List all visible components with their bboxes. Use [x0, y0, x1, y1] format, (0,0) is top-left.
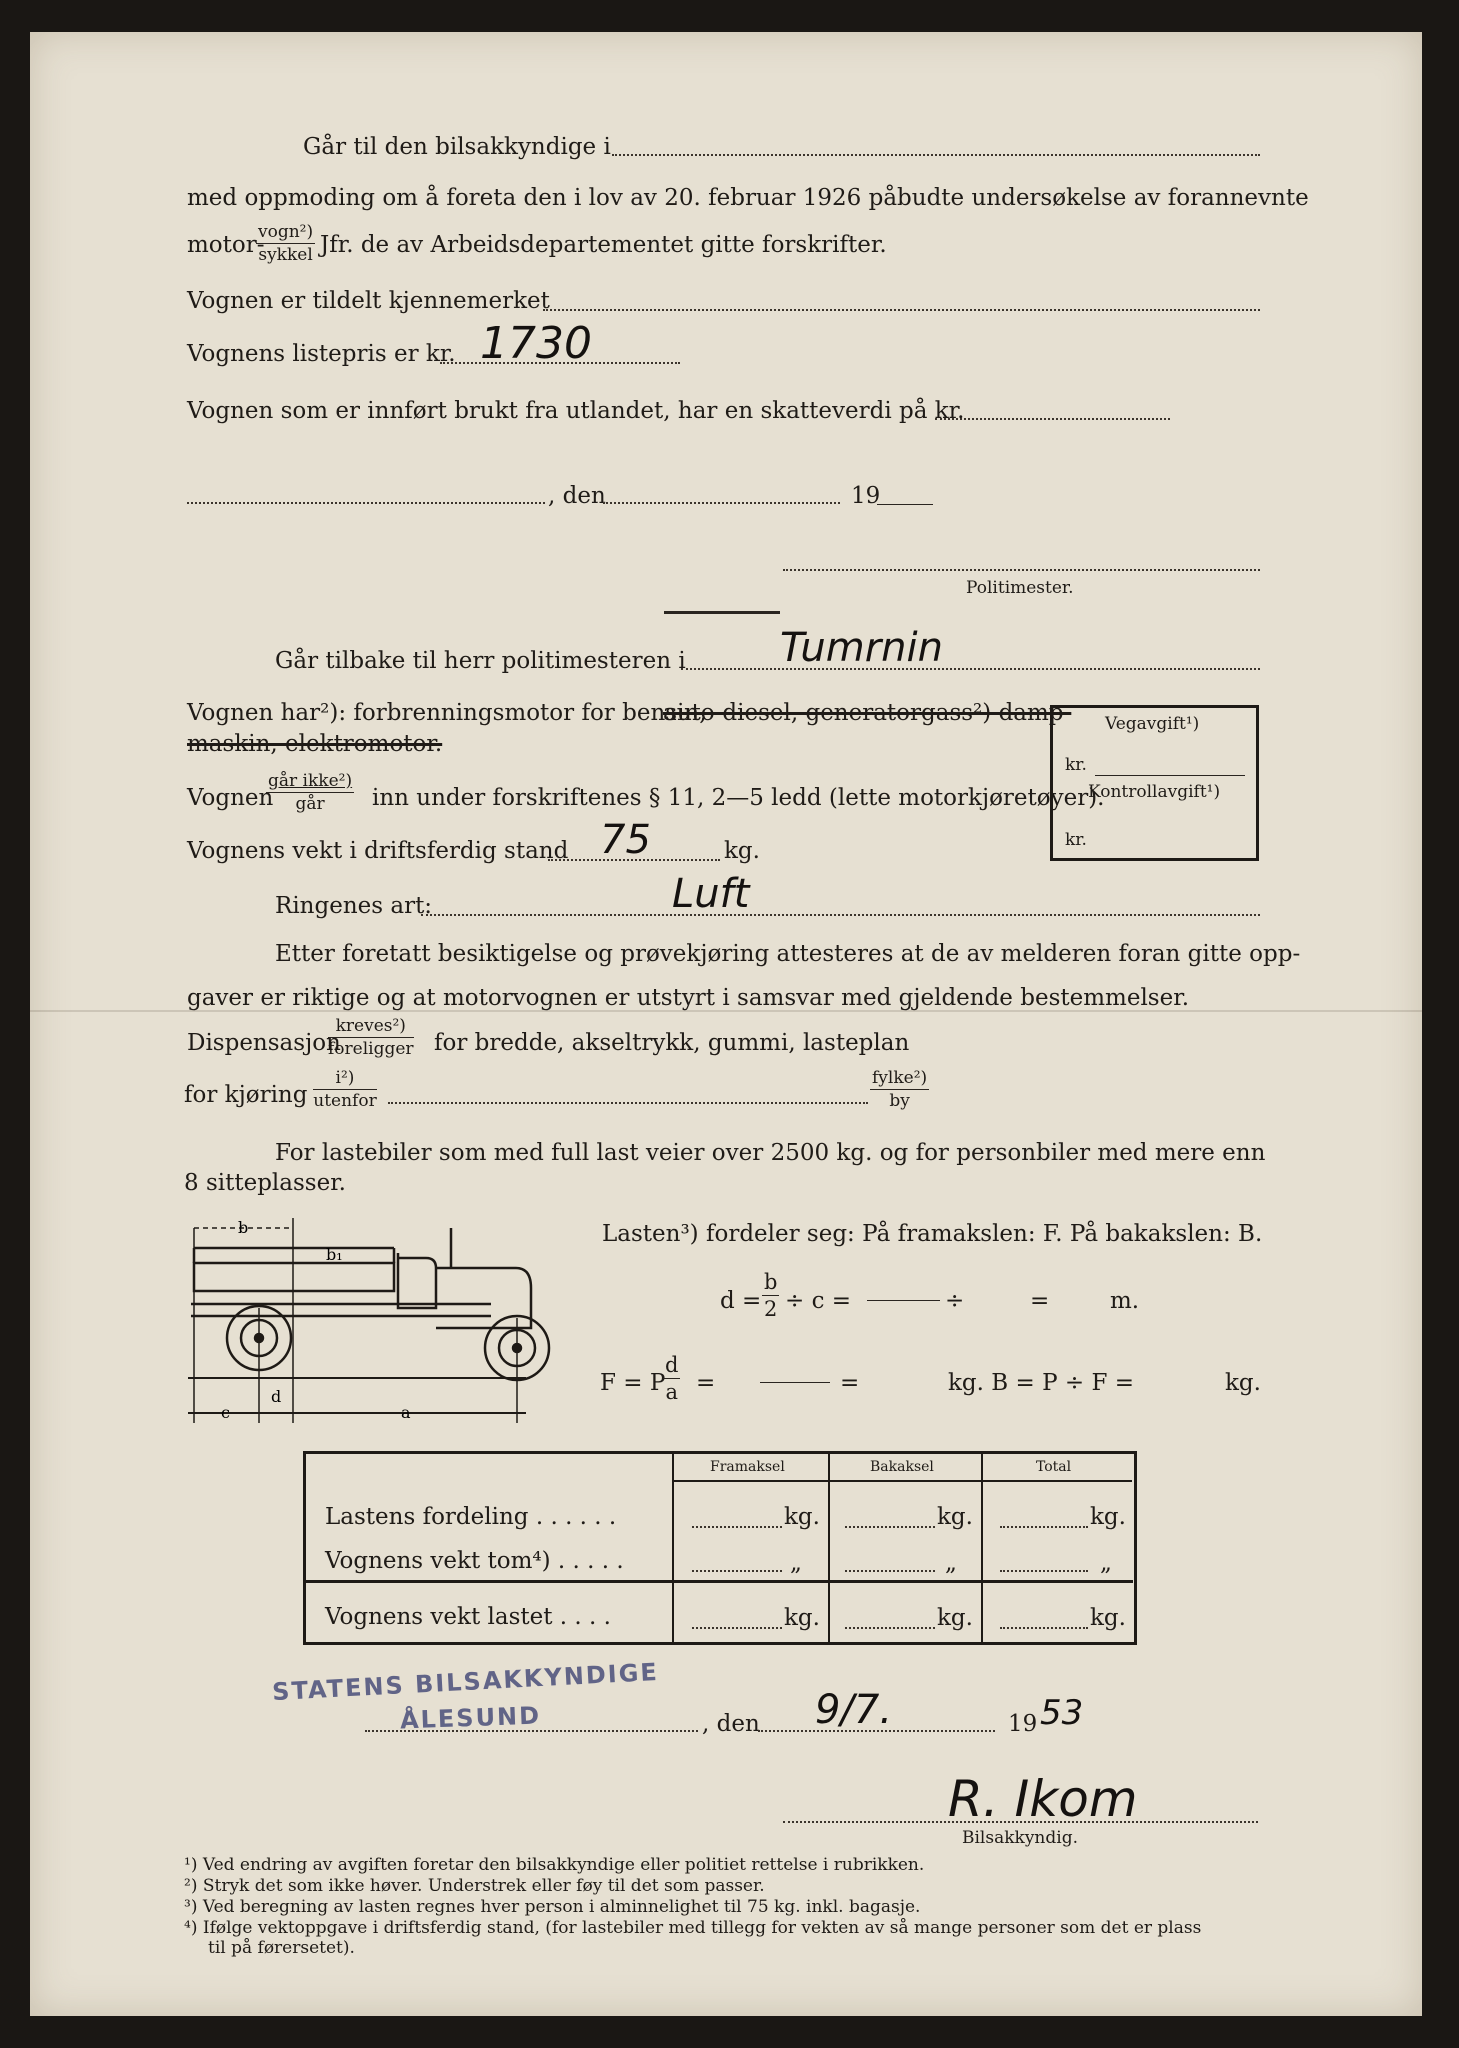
table-total-line [303, 1580, 1133, 1583]
year-label-1: 19 [851, 483, 881, 509]
dispensasjon-label: Dispensasjon [187, 1030, 341, 1056]
formula-a: a [665, 1380, 678, 1404]
formula-two: 2 [764, 1297, 778, 1321]
bilsakkyndig-place-field[interactable] [365, 1730, 698, 1732]
vekt-kg: kg. [724, 838, 760, 864]
place-field-1[interactable] [187, 502, 545, 504]
diagram-a: a [401, 1403, 411, 1422]
table-header-bakaksel: Bakaksel [870, 1459, 934, 1475]
footnote-3: ³) Ved beregning av lasten regnes hver person i alminnelighet til 75 kg. inkl. bagasje. [184, 1897, 921, 1917]
table-cell-unit: kg. [937, 1605, 973, 1631]
gaar-tilbake-label: Går tilbake til herr politimesteren i [275, 648, 686, 674]
formula-d: d [665, 1353, 679, 1377]
kreves-fraction [328, 1018, 414, 1058]
year-label-2: 19 [1008, 1711, 1038, 1737]
formula-eq: = [1030, 1288, 1050, 1314]
kjoring-field[interactable] [388, 1102, 868, 1104]
gaar-fraction [266, 773, 354, 813]
place-handwritten: Tumrnin [780, 625, 943, 671]
footnote-4-cont: til på førersetet). [208, 1938, 355, 1958]
formula-b-over-2 [762, 1272, 779, 1320]
footnote-4: ⁴) Ifølge vektoppgave i driftsferdig stand, (for lastebiler med tillegg for vekten av så mange personer som det er plass [184, 1918, 1202, 1938]
etter-text-2: gaver er riktige og at motorvognen er utstyrt i samsvar med gjeldende bestemmelser. [187, 985, 1190, 1011]
table-cell-unit: kg. [784, 1605, 820, 1631]
forskrift-text: inn under forskriftenes § 11, 2—5 ledd (lette motorkjøretøyer). [372, 785, 1105, 811]
i-fraction [313, 1070, 377, 1110]
table-cell[interactable] [845, 1570, 935, 1572]
table-cell-unit: kg. [1090, 1504, 1126, 1530]
den-label-2: , den [702, 1711, 760, 1737]
formula-eq3: = [840, 1370, 860, 1396]
footnote-2: ²) Stryk det som ikke høver. Understrek eller føy til det som passer. [184, 1876, 765, 1896]
i-label: i²) [313, 1070, 377, 1090]
politimester-place-field[interactable] [681, 668, 1260, 670]
inspector-signature: R. Ikom [948, 1770, 1138, 1828]
struck-engine-types-1: auto-diesel, generatorgass²) damp- [663, 700, 1072, 726]
table-row-label: Lastens fordeling . . . . . . [325, 1504, 617, 1530]
table-cell[interactable] [692, 1627, 782, 1629]
gaar-ikke: går ikke²) [268, 771, 353, 791]
ringenes-label: Ringenes art: [275, 893, 433, 919]
footnote-1: ¹) Ved endring av avgiften foretar den bilsakkyndige eller politiet rettelse i rubrikken. [184, 1855, 925, 1875]
formula-f-field[interactable] [760, 1382, 830, 1383]
formula-d-eq: d = [720, 1288, 762, 1314]
vognen-prefix: Vognen [187, 785, 274, 811]
fylke: fylke²) [872, 1068, 928, 1088]
oppmoding-text: med oppmoding om å foreta den i lov av 20. februar 1926 påbudte undersøkelse av forannevnte [187, 185, 1309, 211]
year-handwritten: 53 [1040, 1693, 1084, 1733]
kjennemerke-field[interactable] [543, 309, 1260, 311]
skatteverdi-field[interactable] [935, 418, 1170, 420]
for-kjoring-label: for kjøring [184, 1082, 308, 1108]
table-header-line [672, 1480, 1132, 1482]
diagram-d: d [271, 1387, 282, 1406]
table-cell-unit: „ [790, 1550, 802, 1576]
table-cell-unit: kg. [937, 1504, 973, 1530]
motor-prefix: motor- [187, 232, 265, 258]
year-field-1[interactable] [877, 504, 933, 505]
formula-f-eq: F = P [600, 1370, 666, 1396]
formula-b: b [764, 1270, 778, 1294]
formula-div: ÷ [945, 1288, 965, 1314]
diagram-b1: b₁ [326, 1245, 343, 1264]
table-header-framaksel: Framaksel [710, 1459, 785, 1475]
struck-engine-types-2: maskin, elektromotor. [187, 731, 443, 757]
vekt-value: 75 [600, 817, 651, 863]
utenfor: utenfor [313, 1091, 377, 1111]
kjennemerke-label: Vognen er tildelt kjennemerket [187, 288, 550, 314]
formula-eq2: = [696, 1370, 716, 1396]
by: by [889, 1091, 910, 1111]
listepris-value: 1730 [480, 318, 592, 369]
date-handwritten: 9/7. [815, 1687, 893, 1733]
formula-kg-b: kg. B = P ÷ F = [948, 1370, 1134, 1396]
foreligger: foreligger [328, 1039, 414, 1059]
table-cell[interactable] [1000, 1570, 1088, 1572]
bilsakkyndig-signature-field[interactable] [783, 1821, 1258, 1823]
politimester-label: Politimester. [966, 578, 1074, 598]
table-cell-unit: „ [945, 1550, 957, 1576]
bilsakkyndige-field[interactable] [612, 154, 1260, 156]
gaar-til-label: Går til den bilsakkyndige i [303, 134, 611, 160]
table-cell-unit: „ [1100, 1550, 1112, 1576]
office-stamp-line-2: ÅLESUND [399, 1701, 542, 1735]
table-cell-unit: kg. [784, 1504, 820, 1530]
table-cell[interactable] [1000, 1627, 1088, 1629]
jfr-text: Jfr. de av Arbeidsdepartementet gitte forskrifter. [320, 232, 887, 258]
diagram-b: b [238, 1218, 249, 1237]
office-stamp-line-1: STATENS BILSAKKYNDIGE [271, 1657, 660, 1707]
formula-m: m. [1110, 1288, 1140, 1314]
kontrollavgift-label: Kontrollavgift¹) [1088, 782, 1221, 802]
motor-sykkel: sykkel [258, 245, 313, 265]
formula-d-rest: ÷ c = [785, 1288, 852, 1314]
table-cell[interactable] [845, 1526, 935, 1528]
etter-text-1: Etter foretatt besiktigelse og prøvekjøring attesteres at de av melderen foran gitte opp- [275, 941, 1301, 967]
motor-fraction [256, 224, 315, 264]
skatteverdi-label: Vognen som er innført brukt fra utlandet, har en skatteverdi på kr. [187, 398, 965, 424]
formula-kg-end: kg. [1225, 1370, 1261, 1396]
truck-diagram [186, 1208, 556, 1430]
vekt-label: Vognens vekt i driftsferdig stand [187, 838, 569, 864]
table-header-total: Total [1036, 1459, 1072, 1475]
gaar: går [295, 794, 325, 814]
vognen-har-text: Vognen har²): forbrenningsmotor for bensin, [187, 700, 707, 726]
table-cell[interactable] [692, 1526, 782, 1528]
listepris-label: Vognens listepris er kr. [187, 341, 456, 367]
motor-vogn: vogn²) [258, 222, 314, 242]
kontrollavgift-kr: kr. [1065, 830, 1087, 850]
table-row-label: Vognens vekt lastet . . . . [325, 1604, 611, 1630]
lastebiler-text-1: For lastebiler som med full last veier over 2500 kg. og for personbiler med mere enn [275, 1140, 1266, 1166]
table-cell[interactable] [692, 1570, 782, 1572]
politimester-signature-field[interactable] [783, 569, 1260, 571]
ringenes-value: Luft [672, 871, 750, 917]
fylke-fraction [870, 1070, 929, 1110]
formula-d-field-1[interactable] [867, 1300, 940, 1301]
section-divider [664, 611, 780, 614]
vegavgift-field[interactable] [1095, 775, 1245, 776]
vegavgift-label: Vegavgift¹) [1105, 714, 1200, 734]
den-label-1: , den [548, 483, 606, 509]
table-cell-unit: kg. [1090, 1605, 1126, 1631]
kreves: kreves²) [328, 1018, 414, 1038]
lastebiler-text-2: 8 sitteplasser. [184, 1170, 346, 1196]
table-row-label: Vognens vekt tom⁴) . . . . . [325, 1548, 624, 1574]
diagram-c: c [221, 1403, 230, 1422]
lasten-text: Lasten³) fordeler seg: På framakslen: F. På bakakslen: B. [602, 1221, 1263, 1247]
disp-suffix: for bredde, akseltrykk, gummi, lasteplan [434, 1030, 910, 1056]
table-cell[interactable] [845, 1627, 935, 1629]
formula-d-over-a [663, 1355, 680, 1403]
vegavgift-kr: kr. [1065, 755, 1087, 775]
table-cell[interactable] [1000, 1526, 1088, 1528]
ringenes-field[interactable] [421, 914, 1260, 916]
date-field-1[interactable] [603, 502, 840, 504]
bilsakkyndig-label: Bilsakkyndig. [962, 1828, 1078, 1848]
